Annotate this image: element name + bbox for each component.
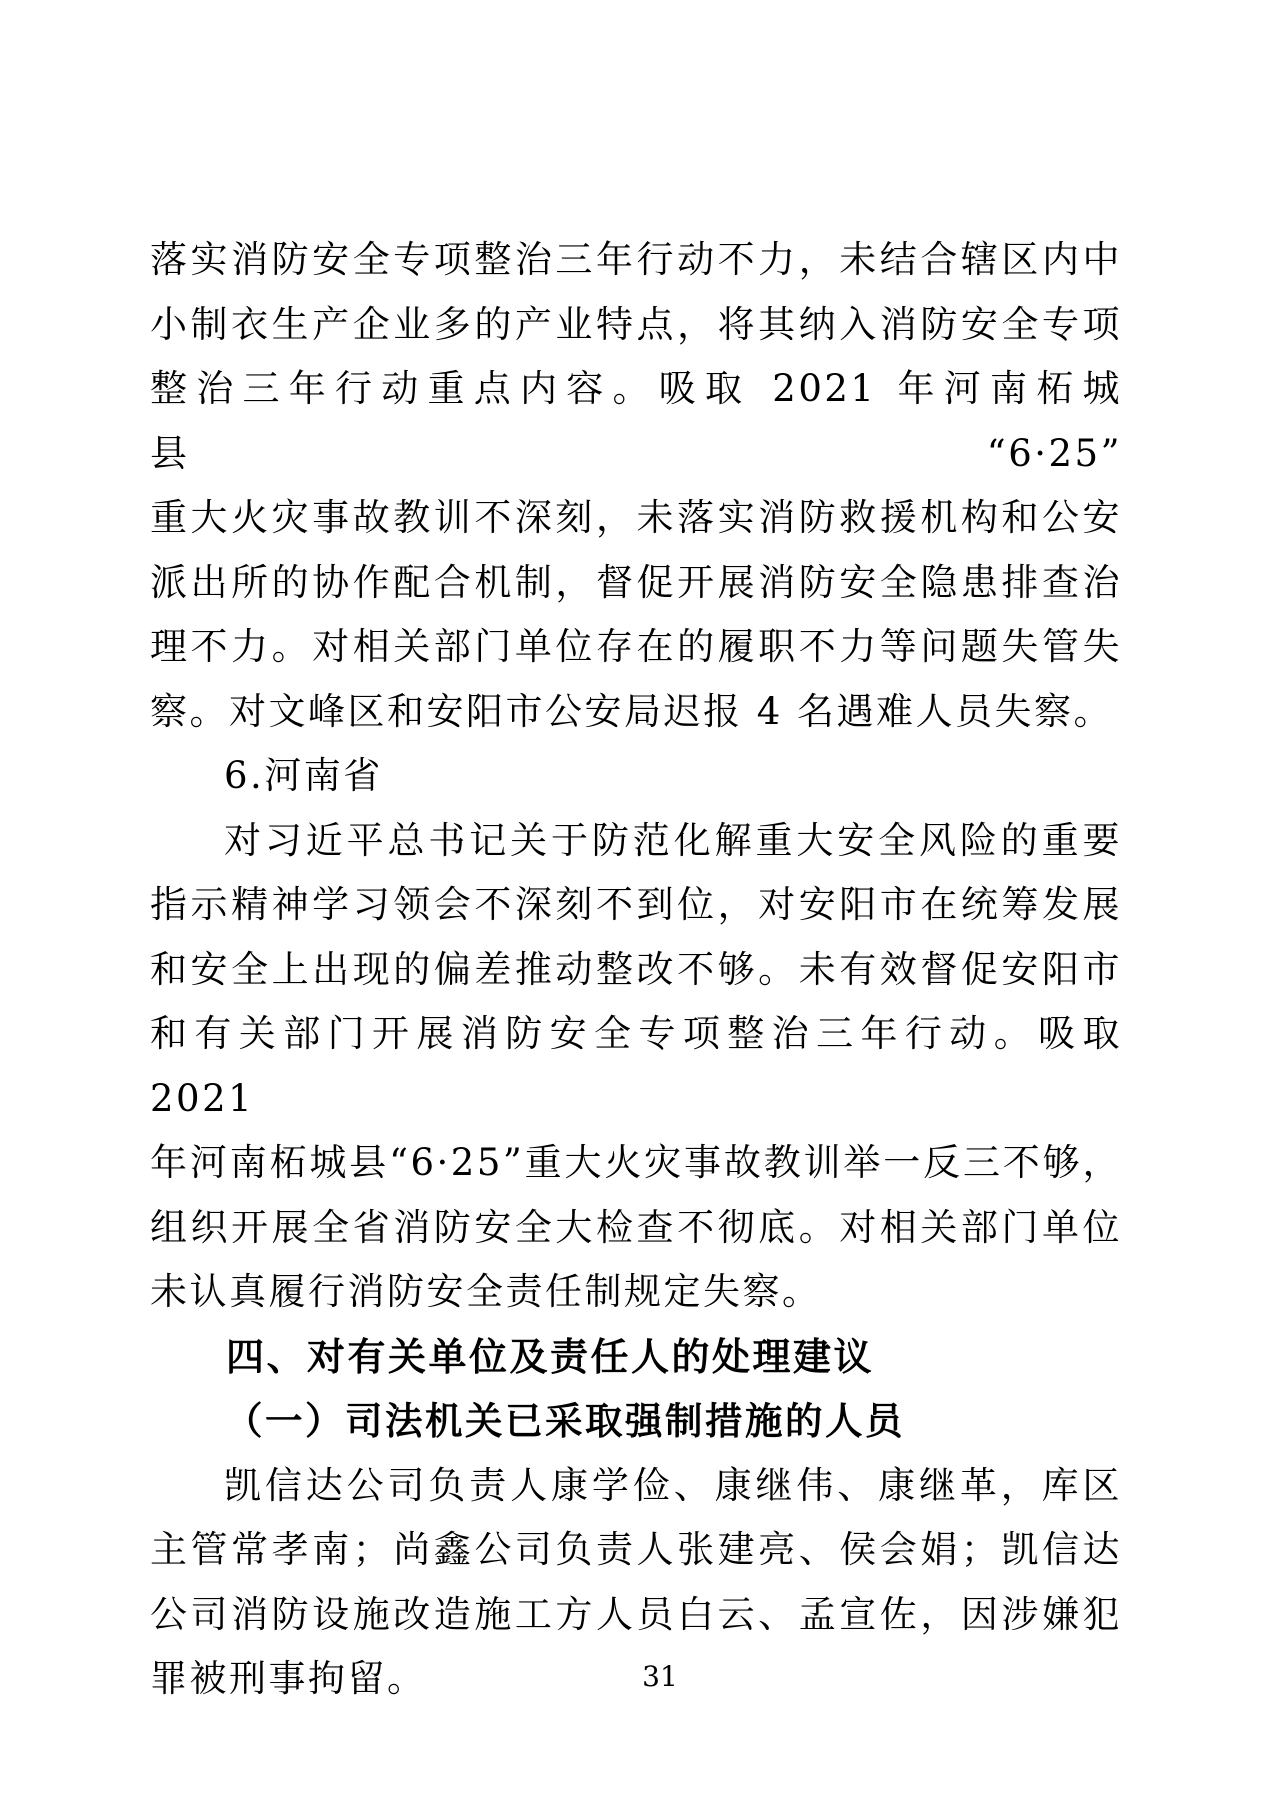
- page-number: 31: [642, 1660, 678, 1693]
- text-line: 未认真履行消防安全责任制规定失察。: [150, 1270, 822, 1313]
- text-line: 小制衣生产企业多的产业特点，将其纳入消防安全专项: [150, 302, 1122, 346]
- paragraph: [150, 228, 1122, 744]
- text-line: 整治三年行动重点内容。吸取 2021 年河南柘城县“6·25”: [150, 367, 1122, 475]
- text-line: 指示精神学习领会不深刻不到位，对安阳市在统筹发展: [150, 883, 1122, 926]
- text-line: 派出所的协作配合机制，督促开展消防安全隐患排查治: [150, 560, 1122, 604]
- text-line: 凯信达公司负责人康学俭、康继伟、康继革，库区: [224, 1463, 1122, 1507]
- heading-line: （一）司法机关已采取强制措施的人员: [225, 1399, 905, 1443]
- text-line: 和有关部门开展消防安全专项整治三年行动。吸取 2021: [150, 1012, 1122, 1120]
- paragraph: [150, 744, 1122, 809]
- text-line: 对习近平总书记关于防范化解重大安全风险的重要: [224, 818, 1122, 862]
- text-line: 年河南柘城县“6·25”重大火灾事故教训举一反三不够，: [150, 1141, 1122, 1184]
- text-line: 主管常孝南；尚鑫公司负责人张建亮、侯会娟；凯信达: [150, 1528, 1122, 1571]
- text-line: 组织开展全省消防安全大检查不彻底。对相关部门单位: [150, 1205, 1122, 1249]
- text-line: 罪被刑事拘留。: [150, 1657, 427, 1700]
- text-line: 和安全上出现的偏差推动整改不够。未有效督促安阳市: [150, 947, 1122, 991]
- document-body: [150, 228, 1122, 1712]
- paragraph: [150, 809, 1122, 1325]
- heading-line: 四、对有关单位及责任人的处理建议: [226, 1334, 875, 1379]
- text-line: 公司消防设施改造施工方人员白云、孟宣佐，因涉嫌犯: [150, 1592, 1122, 1636]
- text-line: 6.河南省: [224, 754, 383, 797]
- text-line: 察。对文峰区和安阳市公安局迟报 4 名遇难人员失察。: [150, 689, 1114, 733]
- text-line: 落实消防安全专项整治三年行动不力，未结合辖区内中: [150, 238, 1122, 281]
- section-heading: [150, 1389, 1122, 1454]
- text-line: 重大火灾事故教训不深刻，未落实消防救援机构和公安: [150, 496, 1122, 539]
- section-heading: [150, 1325, 1122, 1390]
- text-line: 理不力。对相关部门单位存在的履职不力等问题失管失: [150, 625, 1122, 668]
